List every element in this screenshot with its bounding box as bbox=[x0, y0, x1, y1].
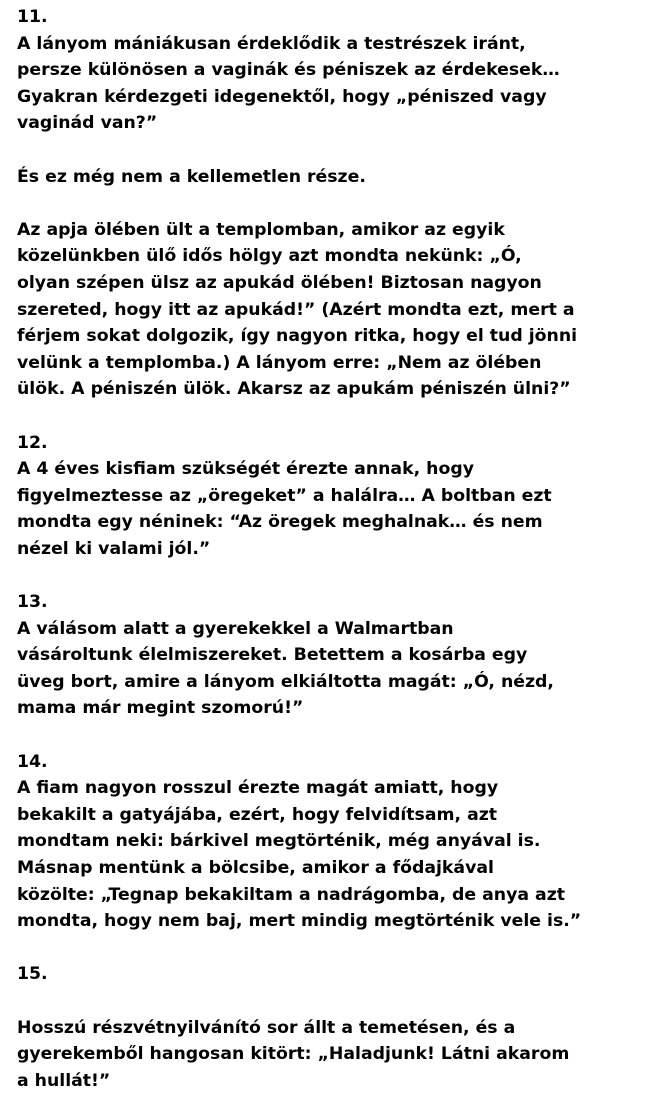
story-number: 11. bbox=[17, 7, 48, 27]
story-number: 13. bbox=[17, 592, 48, 613]
story-paragraph: Hosszú részvétnyilvánító sor állt a temetésen, és a gyerekemből hangosan kitört: „Haladjunk! Látni akarom a hullát!” bbox=[17, 1017, 570, 1091]
story-paragraph: A lányom mániákusan érdeklődik a testrészek iránt, persze különösen a vaginák és péniszek az érdekesek… Gyakran kérdezgeti idegenektől, hogy „péniszed vagy vaginád van?” bbox=[17, 33, 560, 134]
story-paragraph: A 4 éves kisfiam szükségét érezte annak, hogy figyelmeztesse az „öregeket” a halálra… A boltban ezt mondta egy néninek: “Az öregek meghalnak… és nem nézel ki valami jól.” bbox=[17, 459, 552, 559]
story-12 bbox=[17, 430, 643, 563]
story-number: 12. bbox=[17, 432, 48, 453]
story-number: 14. bbox=[17, 751, 48, 772]
story-11 bbox=[17, 4, 643, 403]
story-paragraph: A válásom alatt a gyerekekkel a Walmartban vásároltunk élelmiszereket. Betettem a kosárba egy üveg bort, amire a lányom elkiáltotta magát: „Ó, nézd, mama már megint szomorú!” bbox=[17, 618, 554, 719]
story-paragraph: A fiam nagyon rosszul érezte magát amiatt, hogy bekakilt a gatyájába, ezért, hogy felvidítsam, azt mondtam neki: bárkivel megtörténik, még anyával is. Másnap mentünk a bölcsibe, amikor a fődajkával közölte: „Tegnap bekakiltam a nadrágomba, de anya azt mondta, hogy nem baj, mert mindig megtörténik vele is.” bbox=[17, 778, 582, 932]
story-paragraph: És ez még nem a kellemetlen része. bbox=[17, 166, 366, 187]
story-14 bbox=[17, 749, 643, 935]
story-15 bbox=[17, 961, 643, 1094]
story-13 bbox=[17, 589, 643, 722]
story-paragraph: Az apja ölében ült a templomban, amikor az egyik közelünkben ülő idős hölgy azt mondta nekünk: „Ó, olyan szépen ülsz az apukád ölében! Biztosan nagyon szereted, hogy itt az apukád!” (Azért mondta ezt, mert a férjem sokat dolgozik, így nagyon ritka, hogy el tud jönni velünk a templomba.) A lányom erre: „Nem az ölében ülök. A péniszén ülök. Akarsz az apukám péniszén ülni?” bbox=[17, 219, 578, 400]
story-number: 15. bbox=[17, 964, 48, 985]
stories-page bbox=[17, 4, 643, 1094]
